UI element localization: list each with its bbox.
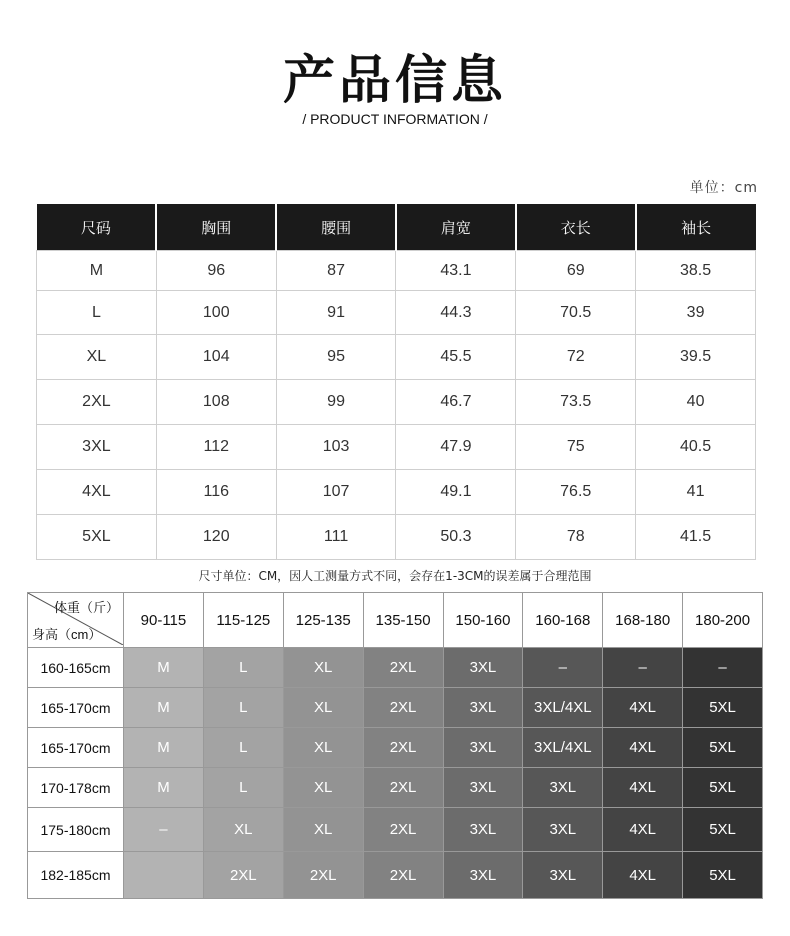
size-table-header-row [37,204,756,251]
recommended-size-cell: 3XL/4XL [523,728,603,768]
size-table-cell: 70.5 [516,291,636,335]
recommended-size-cell: 5XL [683,808,763,852]
size-col-header: 肩宽 [396,204,516,251]
size-table-row [37,425,756,470]
size-table-cell: 103 [276,425,396,470]
recommended-size-cell: L [203,688,283,728]
recommended-size-cell: 2XL [363,728,443,768]
size-table-cell: 95 [276,335,396,380]
size-table-cell: 4XL [37,470,157,515]
size-table-cell: 73.5 [516,380,636,425]
recommended-size-cell: – [683,648,763,688]
size-table-cell: 40 [636,380,756,425]
recommended-size-cell: 3XL [523,768,603,808]
recommended-size-cell: 5XL [683,688,763,728]
recommended-size-cell: 2XL [363,852,443,899]
recommended-size-cell: 3XL [523,808,603,852]
corner-header-cell [28,593,124,648]
size-table-cell: M [37,251,157,291]
size-table-cell: 44.3 [396,291,516,335]
height-row-label: 165-170cm [28,688,124,728]
rec-table-row [28,648,763,688]
recommended-size-cell: M [124,648,204,688]
recommended-size-cell: 3XL [443,852,523,899]
size-recommendation-table [27,592,763,899]
recommended-size-cell: – [603,648,683,688]
measurement-note: 尺寸单位：CM，因人工测量方式不同，会存在1-3CM的误差属于合理范围 [198,569,592,583]
recommended-size-cell: M [124,728,204,768]
recommended-size-cell: 4XL [603,768,683,808]
recommended-size-cell: XL [283,648,363,688]
height-row-label: 170-178cm [28,768,124,808]
recommended-size-cell: 2XL [363,768,443,808]
weight-col-header: 160-168 [523,593,603,648]
size-table-cell: 2XL [37,380,157,425]
size-table-cell: 78 [516,515,636,560]
recommended-size-cell [124,852,204,899]
size-table-row [37,380,756,425]
recommended-size-cell: 3XL [523,852,603,899]
recommended-size-cell: 3XL [443,768,523,808]
size-col-header: 腰围 [276,204,396,251]
unit-label: 单位：cm [689,180,758,196]
recommended-size-cell: XL [283,728,363,768]
rec-table-row [28,728,763,768]
recommended-size-cell: L [203,648,283,688]
size-table-cell: 47.9 [396,425,516,470]
recommended-size-cell: M [124,688,204,728]
recommended-size-cell: XL [283,808,363,852]
recommended-size-cell: 4XL [603,688,683,728]
weight-col-header: 180-200 [683,593,763,648]
rec-table-header-row [28,593,763,648]
recommended-size-cell: 3XL/4XL [523,688,603,728]
height-row-label: 165-170cm [28,728,124,768]
size-table-cell: 49.1 [396,470,516,515]
page-subtitle: / PRODUCT INFORMATION / [302,111,488,127]
size-table-cell: 100 [156,291,276,335]
weight-col-header: 135-150 [363,593,443,648]
size-table-cell: 87 [276,251,396,291]
weight-col-header: 150-160 [443,593,523,648]
rec-table-row [28,768,763,808]
recommended-size-cell: XL [203,808,283,852]
size-table-cell: 43.1 [396,251,516,291]
size-col-header: 袖长 [636,204,756,251]
size-table-cell: L [37,291,157,335]
recommended-size-cell: 3XL [443,808,523,852]
weight-col-header: 125-135 [283,593,363,648]
recommended-size-cell: L [203,728,283,768]
recommended-size-cell: XL [283,768,363,808]
recommended-size-cell: L [203,768,283,808]
recommended-size-cell: – [124,808,204,852]
weight-col-header: 168-180 [603,593,683,648]
recommended-size-cell: M [124,768,204,808]
size-col-header: 衣长 [516,204,636,251]
size-table-cell: 116 [156,470,276,515]
size-table-cell: 120 [156,515,276,560]
rec-table-row [28,808,763,852]
size-table-cell: 99 [276,380,396,425]
size-table-cell: 112 [156,425,276,470]
height-row-label: 182-185cm [28,852,124,899]
size-table-cell: 91 [276,291,396,335]
recommended-size-cell: 3XL [443,728,523,768]
size-table-row [37,291,756,335]
size-chart-table [36,204,756,560]
recommended-size-cell: 5XL [683,852,763,899]
size-table-cell: 107 [276,470,396,515]
size-table-cell: 72 [516,335,636,380]
rec-table-row [28,852,763,899]
size-table-cell: 45.5 [396,335,516,380]
recommended-size-cell: 2XL [363,808,443,852]
recommended-size-cell: 4XL [603,852,683,899]
page-title: 产品信息 [282,51,507,111]
size-table-cell: 38.5 [636,251,756,291]
size-table-cell: 96 [156,251,276,291]
recommended-size-cell: 3XL [443,648,523,688]
size-table-cell: 40.5 [636,425,756,470]
size-table-row [37,470,756,515]
rec-table-row [28,688,763,728]
weight-col-header: 115-125 [203,593,283,648]
weight-col-header: 90-115 [124,593,204,648]
height-axis-label: 身高（cm） [32,627,102,642]
recommended-size-cell: 5XL [683,768,763,808]
size-table-cell: 75 [516,425,636,470]
recommended-size-cell: 4XL [603,808,683,852]
size-table-cell: 50.3 [396,515,516,560]
size-table-cell: 108 [156,380,276,425]
recommended-size-cell: 2XL [363,648,443,688]
size-table-cell: 5XL [37,515,157,560]
size-col-header: 胸围 [156,204,276,251]
size-table-cell: 39.5 [636,335,756,380]
size-table-cell: 69 [516,251,636,291]
size-table-cell: 39 [636,291,756,335]
size-table-cell: 46.7 [396,380,516,425]
size-table-cell: 3XL [37,425,157,470]
size-table-cell: 41.5 [636,515,756,560]
recommended-size-cell: 2XL [363,688,443,728]
recommended-size-cell: XL [283,688,363,728]
size-table-cell: 76.5 [516,470,636,515]
height-row-label: 160-165cm [28,648,124,688]
recommended-size-cell: 5XL [683,728,763,768]
recommended-size-cell: 4XL [603,728,683,768]
size-table-cell: XL [37,335,157,380]
height-row-label: 175-180cm [28,808,124,852]
recommended-size-cell: – [523,648,603,688]
size-col-header: 尺码 [37,204,157,251]
recommended-size-cell: 2XL [203,852,283,899]
size-table-row [37,251,756,291]
size-table-cell: 41 [636,470,756,515]
size-table-cell: 104 [156,335,276,380]
size-table-cell: 111 [276,515,396,560]
recommended-size-cell: 3XL [443,688,523,728]
size-table-row [37,335,756,380]
size-table-row [37,515,756,560]
recommended-size-cell: 2XL [283,852,363,899]
weight-axis-label: 体重（斤） [53,600,119,615]
